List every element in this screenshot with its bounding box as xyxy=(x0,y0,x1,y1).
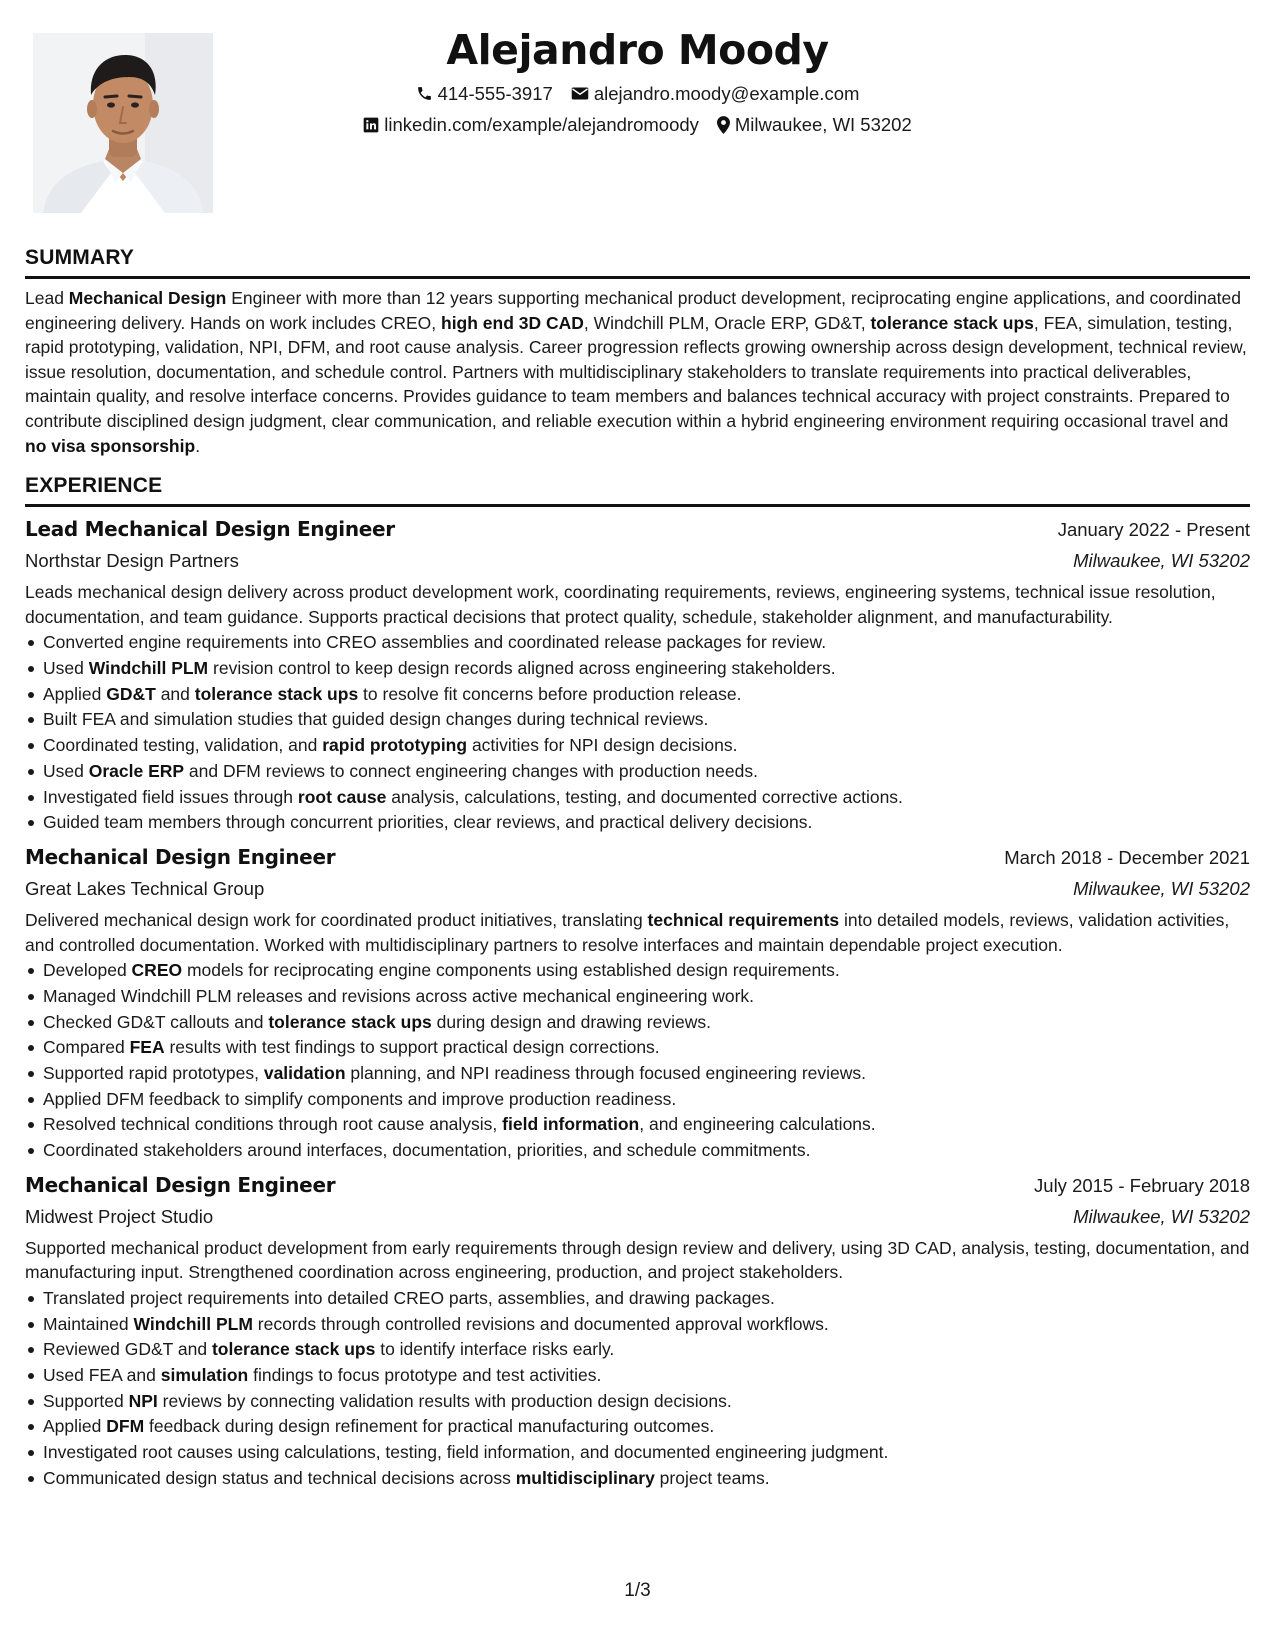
bullet-item: Resolved technical conditions through root cause analysis, field information, and engineering calculations. xyxy=(25,1112,1250,1138)
bold-keyword: high end 3D CAD xyxy=(441,312,584,333)
email-text: alejandro.moody@example.com xyxy=(593,83,860,104)
bold-keyword: multidisciplinary xyxy=(515,1467,655,1488)
bullet-item: Managed Windchill PLM releases and revisions across active mechanical engineering work. xyxy=(25,984,1250,1010)
bold-keyword: Mechanical Design xyxy=(68,288,227,308)
contact-row-secondary xyxy=(0,109,1275,140)
job-title: Mechanical Design Engineer xyxy=(25,1172,336,1197)
job-dates: July 2015 - February 2018 xyxy=(1034,1174,1250,1196)
bold-keyword: CREO xyxy=(131,960,183,981)
job-dates: March 2018 - December 2021 xyxy=(1004,846,1250,868)
bold-keyword: tolerance stack ups xyxy=(870,312,1034,333)
bullet-item: Supported NPI reviews by connecting validation results with production design decisions. xyxy=(25,1389,1250,1415)
bold-keyword: root cause xyxy=(297,786,387,807)
job-bullets xyxy=(25,630,1250,836)
bullet-item: Translated project requirements into detailed CREO parts, assemblies, and drawing packages. xyxy=(25,1286,1250,1312)
bullet-item: Compared FEA results with test findings to support practical design corrections. xyxy=(25,1035,1250,1061)
map-pin-icon xyxy=(717,116,730,134)
bullet-item: Maintained Windchill PLM records through controlled revisions and documented approval workflows. xyxy=(25,1312,1250,1338)
job-title: Mechanical Design Engineer xyxy=(25,844,336,869)
bold-keyword: rapid prototyping xyxy=(322,735,468,756)
bold-keyword: Windchill PLM xyxy=(133,1313,253,1334)
job-bullets xyxy=(25,958,1250,1164)
linkedin-icon xyxy=(363,117,379,133)
bold-keyword: Windchill PLM xyxy=(88,658,209,679)
bold-keyword: GD&T xyxy=(106,683,156,704)
bullet-item: Used Windchill PLM revision control to keep design records aligned across engineering stakeholders. xyxy=(25,656,1250,682)
job-bullets xyxy=(25,1286,1250,1492)
bold-keyword: simulation xyxy=(160,1365,249,1386)
job-company-row xyxy=(25,1201,1250,1232)
job-company-row xyxy=(25,873,1250,904)
bold-keyword: Oracle ERP xyxy=(88,760,185,781)
contact-phone[interactable] xyxy=(416,78,553,109)
bullet-item: Applied GD&T and tolerance stack ups to resolve fit concerns before production release. xyxy=(25,682,1250,708)
bullet-item: Reviewed GD&T and tolerance stack ups to identify interface risks early. xyxy=(25,1337,1250,1363)
bold-keyword: tolerance stack ups xyxy=(268,1011,432,1032)
job-description: Supported mechanical product development from early requirements through design review and delivery, using 3D CAD, analysis, testing, documentation, and manufacturing input. Strengthened coordination across engineering, production, and project stakeholders. xyxy=(25,1237,1250,1283)
envelope-icon xyxy=(571,86,589,101)
bullet-item: Built FEA and simulation studies that guided design changes during technical reviews. xyxy=(25,707,1250,733)
location-text: Milwaukee, WI 53202 xyxy=(734,114,912,135)
bullet-item: Used FEA and simulation findings to focus prototype and test activities. xyxy=(25,1363,1250,1389)
experience-heading: EXPERIENCE xyxy=(25,474,163,498)
bullet-item: Converted engine requirements into CREO assemblies and coordinated release packages for review. xyxy=(25,630,1250,656)
contact-linkedin[interactable] xyxy=(363,109,699,140)
resume-header xyxy=(0,22,1275,140)
summary-text: Lead Mechanical Design Engineer with more than 12 years supporting mechanical product development, reciprocating engine applications, and coordinated engineering delivery. Hands on work includes CREO, high end 3D CAD, Windchill PLM, Oracle ERP, GD&T, tolerance stack ups, FEA, simulation, testing, rapid prototyping, validation, NPI, DFM, and root cause analysis. Career progression reflects growing ownership across design development, technical review, issue resolution, documentation, and schedule control. Partners with multidisciplinary stakeholders to translate requirements into practical deliverables, maintain quality, and resolve interface concerns. Provides guidance to team members and balances technical accuracy with project constraints. Prepared to contribute disciplined design judgment, clear communication, and reliable execution within a hybrid engineering environment requiring occasional travel and no visa sponsorship. xyxy=(25,288,1247,456)
job-title: Lead Mechanical Design Engineer xyxy=(25,517,395,542)
bold-keyword: NPI xyxy=(128,1390,158,1411)
contact-row-primary xyxy=(0,78,1275,109)
job-dates: January 2022 - Present xyxy=(1057,519,1250,541)
bullet-item: Used Oracle ERP and DFM reviews to connect engineering changes with production needs. xyxy=(25,759,1250,785)
contact-email[interactable] xyxy=(571,78,860,109)
bullet-item: Coordinated stakeholders around interfaces, documentation, priorities, and schedule commitments. xyxy=(25,1138,1250,1164)
bullet-item: Checked GD&T callouts and tolerance stack ups during design and drawing reviews. xyxy=(25,1010,1250,1036)
job-company: Great Lakes Technical Group xyxy=(25,877,265,899)
job-location: Milwaukee, WI 53202 xyxy=(1073,1205,1250,1227)
job-entry xyxy=(25,842,1250,1164)
bullet-item: Developed CREO models for reciprocating engine components using established design requirements. xyxy=(25,958,1250,984)
bullet-item: Supported rapid prototypes, validation planning, and NPI readiness through focused engineering reviews. xyxy=(25,1061,1250,1087)
bullet-item: Coordinated testing, validation, and rapid prototyping activities for NPI design decisions. xyxy=(25,733,1250,759)
bold-keyword: field information xyxy=(502,1114,640,1135)
bullet-item: Communicated design status and technical decisions across multidisciplinary project teams. xyxy=(25,1466,1250,1492)
job-description: Delivered mechanical design work for coordinated product initiatives, translating technical requirements into detailed models, reviews, validation activities, and controlled documentation. Worked with multidisciplinary partners to resolve interfaces and maintain dependable project execution. xyxy=(25,909,1230,955)
bullet-item: Guided team members through concurrent priorities, clear reviews, and practical delivery decisions. xyxy=(25,810,1250,836)
bullet-item: Applied DFM feedback to simplify components and improve production readiness. xyxy=(25,1087,1250,1113)
phone-icon xyxy=(416,85,433,102)
job-title-row xyxy=(25,842,1250,873)
section-divider xyxy=(25,276,1250,279)
job-location: Milwaukee, WI 53202 xyxy=(1073,877,1250,899)
bold-keyword: tolerance stack ups xyxy=(211,1339,376,1360)
bullet-item: Applied DFM feedback during design refinement for practical manufacturing outcomes. xyxy=(25,1414,1250,1440)
bold-keyword: validation xyxy=(263,1062,346,1083)
job-location: Milwaukee, WI 53202 xyxy=(1073,550,1250,572)
job-company: Midwest Project Studio xyxy=(25,1205,214,1227)
summary-section xyxy=(25,244,1250,458)
phone-text: 414-555-3917 xyxy=(437,83,553,104)
section-divider xyxy=(25,504,1250,507)
bold-keyword: no visa sponsorship xyxy=(25,435,196,456)
job-description: Leads mechanical design delivery across product development work, coordinating requirements, reviews, engineering systems, technical issue resolution, documentation, and team guidance. Supports practical decisions that protect quality, schedule, stakeholder alignment, and manufacturability. xyxy=(25,582,1216,627)
linkedin-text: linkedin.com/example/alejandromoody xyxy=(384,114,699,135)
contact-location xyxy=(717,109,912,140)
job-entry xyxy=(25,514,1250,836)
job-company-row xyxy=(25,545,1250,576)
job-entry xyxy=(25,1170,1250,1492)
job-title-row xyxy=(25,514,1250,545)
bold-keyword: technical requirements xyxy=(647,909,840,930)
summary-heading: SUMMARY xyxy=(25,246,135,269)
bullet-item: Investigated field issues through root cause analysis, calculations, testing, and documented corrective actions. xyxy=(25,785,1250,811)
bold-keyword: tolerance stack ups xyxy=(194,683,359,704)
bullet-item: Investigated root causes using calculations, testing, field information, and documented engineering judgment. xyxy=(25,1440,1250,1466)
bold-keyword: FEA xyxy=(129,1037,165,1058)
candidate-name: Alejandro Moody xyxy=(446,26,829,74)
job-title-row xyxy=(25,1170,1250,1201)
experience-section xyxy=(25,472,1250,1491)
resume-body xyxy=(25,244,1250,1492)
bold-keyword: DFM xyxy=(106,1416,145,1437)
job-company: Northstar Design Partners xyxy=(25,550,239,572)
page-number: 1/3 xyxy=(624,1580,651,1601)
